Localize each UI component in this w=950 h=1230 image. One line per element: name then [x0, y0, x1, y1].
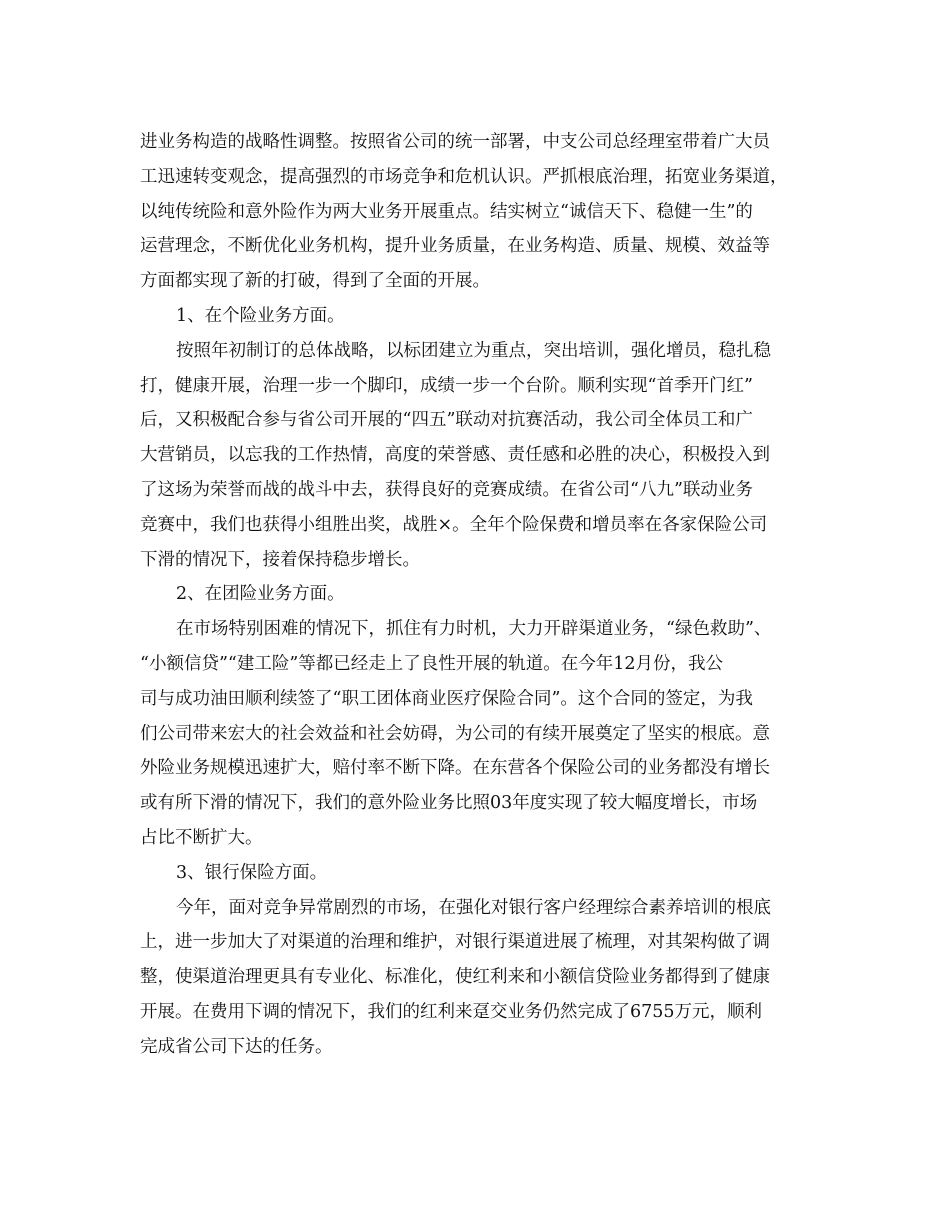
text-line: 进业务构造的战略性调整。按照省公司的统一部署，中支公司总经理室带着广大员: [140, 132, 770, 152]
text-line: 按照年初制订的总体战略，以标团建立为重点，突出培训，强化增员，稳扎稳: [176, 340, 771, 361]
text-line: 方面都实现了新的打破，得到了全面的开展。: [140, 271, 490, 292]
text-line: 下滑的情况下，接着保持稳步增长。: [140, 549, 420, 570]
text-line: 3、银行保险方面。: [176, 862, 328, 883]
text-line: 上，进一步加大了对渠道的治理和维护，对银行渠道进展了梳理，对其架构做了调: [140, 932, 770, 953]
text-line: 开展。在费用下调的情况下，我们的红利来趸交业务仍然完成了6755万元，顺利: [140, 1001, 763, 1022]
text-line: 竞赛中，我们也获得小组胜出奖，战胜×。全年个险保费和增员率在各家保险公司: [140, 514, 768, 535]
document-body: [140, 128, 830, 1068]
text-line: 占比不断扩大。: [140, 827, 263, 848]
text-line: 打，健康开展，治理一步一个脚印，成绩一步一个台阶。顺利实现“首季开门红”: [140, 375, 753, 396]
text-line: 们公司带来宏大的社会效益和社会妨碍，为公司的有续开展奠定了坚实的根底。意: [140, 723, 770, 744]
text-line: 后，又积极配合参与省公司开展的“四五”联动对抗赛活动，我公司全体员工和广: [140, 410, 753, 431]
text-line: 或有所下滑的情况下，我们的意外险业务比照03年度实现了较大幅度增长，市场: [140, 793, 758, 814]
text-line: 运营理念，不断优化业务机构，提升业务质量，在业务构造、质量、规模、效益等: [140, 236, 770, 257]
text-line: 了这场为荣誉而战的战斗中去，获得良好的竞赛成绩。在省公司“八九”联动业务: [140, 479, 753, 500]
text-line: 大营销员，以忘我的工作热情，高度的荣誉感、责任感和必胜的决心，积极投入到: [140, 445, 770, 466]
text-line: 今年，面对竞争异常剧烈的市场，在强化对银行客户经理综合素养培训的根底: [176, 897, 771, 918]
text-line: 2、在团险业务方面。: [176, 584, 345, 605]
text-line: 以纯传统险和意外险作为两大业务开展重点。结实树立“诚信天下、稳健一生”的: [140, 201, 753, 222]
text-line: 整，使渠道治理更具有专业化、标准化，使红利来和小额信贷险业务都得到了健康: [140, 967, 770, 988]
text-line: 司与成功油田顺利续签了“职工团体商业医疗保险合同”。这个合同的签定，为我: [140, 688, 753, 709]
text-line: 完成省公司下达的任务。: [140, 1036, 333, 1057]
text-line: 外险业务规模迅速扩大，赔付率不断下降。在东营各个保险公司的业务都没有增长: [140, 758, 770, 779]
text-line: 工迅速转变观念，提高强烈的市场竞争和危机认识。严抓根底治理，拓宽业务渠道，: [140, 166, 788, 187]
text-line: 1、在个险业务方面。: [176, 305, 345, 326]
text-line: “小额信贷”“建工险”等都已经走上了良性开展的轨道。在今年12月份，我公: [140, 653, 724, 674]
text-line: 在市场特别困难的情况下，抓住有力时机，大力开辟渠道业务，“绿色救助”、: [176, 619, 772, 640]
